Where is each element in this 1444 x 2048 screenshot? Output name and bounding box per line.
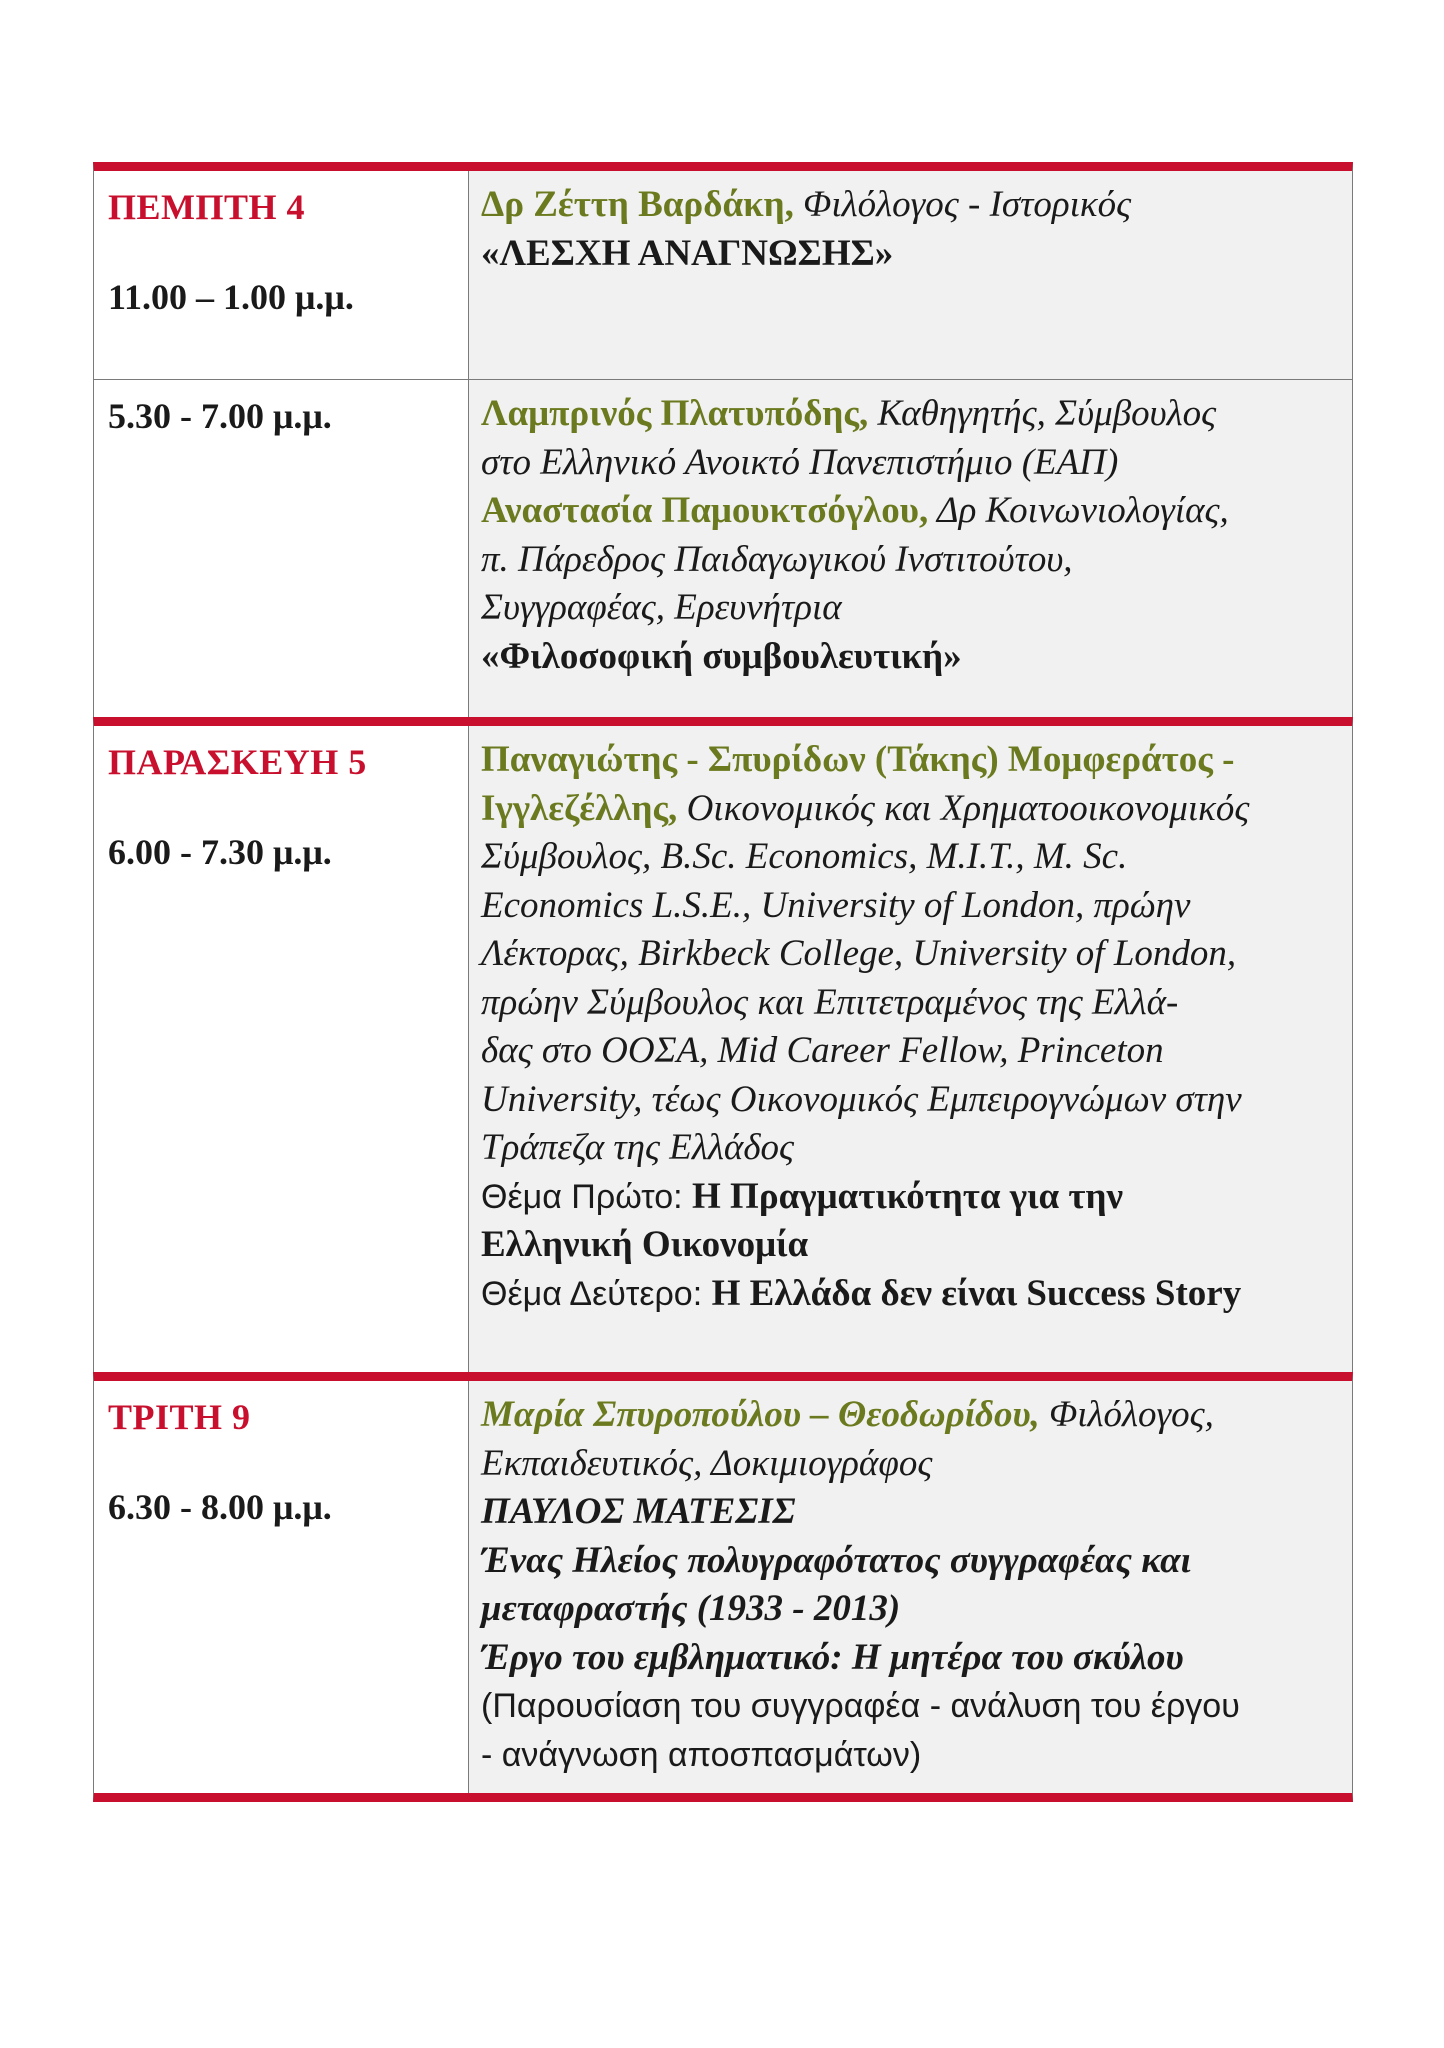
speaker-name: Λαμπρινός Πλατυπόδης, [481,393,869,434]
speaker-name: Δρ Ζέττη Βαρδάκη, [481,184,794,225]
theme-label: Θέμα Δεύτερο: [481,1274,712,1313]
speaker-role: Συγγραφέας, Ερευνήτρια [481,587,842,628]
speaker-bio: Economics L.S.E., University of London, πρώην [481,884,1191,926]
event-description: Ένας Ηλείος πολυγραφότατος συγγραφέας και [481,1539,1191,1581]
speaker-role: Φιλόλογος, [1039,1394,1214,1435]
speaker-bio: University, τέως Οικονομικός Εμπειρογνώμων στην [481,1078,1242,1120]
table-row [93,717,1353,1372]
table-row [93,1372,1353,1802]
date-cell [94,380,469,717]
speaker-role: στο Ελληνικό Ανοικτό Πανεπιστήμιο (ΕΑΠ) [481,441,1119,483]
theme-title: Η Πραγματικότητα για την [692,1175,1124,1217]
event-work: Έργο του εμβληματικό: Η μητέρα του σκύλου [481,1636,1184,1678]
speaker-name: Ιγγλεζέλλης, [481,787,678,829]
event-note: - ανάγνωση αποσπασμάτων) [481,1735,922,1774]
speaker-bio: Σύμβουλος, B.Sc. Economics, M.I.T., M. Sc. [481,836,1128,877]
speaker-line [481,1391,1342,1440]
speaker-line [481,487,1342,536]
speaker-role: Καθηγητής, Σύμβουλος [868,393,1217,434]
time-label: 5.30 - 7.00 μ.μ. [108,396,332,436]
event-cell [469,380,1352,717]
event-note: (Παρουσίαση του συγγραφέα - ανάλυση του έργου [481,1687,1240,1725]
time-label: 11.00 – 1.00 μ.μ. [108,277,354,317]
table-row [93,379,1353,717]
time-label: 6.00 - 7.30 μ.μ. [108,832,332,872]
event-title: «Φιλοσοφική συμβουλευτική» [481,635,962,677]
theme-title: Ελληνική Οικονομία [481,1224,809,1265]
event-description: μεταφραστής (1933 - 2013) [481,1588,901,1629]
speaker-name: Παναγιώτης - Σπυρίδων (Τάκης) Μομφεράτος - [481,739,1235,780]
speaker-bio: Οικονομικός και Χρηματοοικονομικός [677,787,1250,829]
day-label: ΤΡΙΤΗ 9 [108,1397,251,1437]
time-label: 6.30 - 8.00 μ.μ. [108,1487,332,1527]
date-cell [94,1381,469,1793]
event-title: «ΛΕΣΧΗ ΑΝΑΓΝΩΣΗΣ» [481,232,894,274]
event-cell [469,1381,1352,1793]
speaker-bio: Λέκτορας, Birkbeck College, University of London, [481,933,1237,974]
speaker-line [481,785,1342,834]
speaker-role: Εκπαιδευτικός, Δοκιμιογράφος [481,1442,933,1484]
date-cell [94,171,469,379]
speaker-line [481,181,1342,230]
event-cell [469,171,1352,379]
day-label: ΠΕΜΠΤΗ 4 [108,187,306,227]
theme-label: Θέμα Πρώτο: [481,1177,693,1216]
speaker-bio: δας στο ΟΟΣΑ, Mid Career Fellow, Princeton [481,1030,1164,1071]
speaker-bio: Τράπεζα της Ελλάδος [481,1127,795,1168]
event-subject: ΠΑΥΛΟΣ ΜΑΤΕΣΙΣ [481,1491,796,1532]
speaker-bio: πρώην Σύμβουλος και Επιτετραμένος της Ελλά- [481,981,1179,1023]
date-cell [94,726,469,1372]
schedule-table [93,162,1353,1802]
speaker-name: Αναστασία Παμουκτσόγλου, [481,490,929,531]
speaker-role: Δρ Κοινωνιολογίας, [928,490,1229,531]
speaker-name: Μαρία Σπυροπούλου – Θεοδωρίδου, [481,1394,1040,1435]
theme-line [481,1173,1342,1222]
event-cell [469,726,1352,1372]
day-label: ΠΑΡΑΣΚΕΥΗ 5 [108,742,367,782]
theme-line [481,1270,1342,1319]
speaker-line [481,390,1342,439]
speaker-role: π. Πάρεδρος Παιδαγωγικού Ινστιτούτου, [481,538,1073,580]
speaker-role: Φιλόλογος - Ιστορικός [793,184,1132,225]
theme-title: Η Ελλάδα δεν είναι Success Story [711,1272,1242,1314]
table-row [93,162,1353,379]
